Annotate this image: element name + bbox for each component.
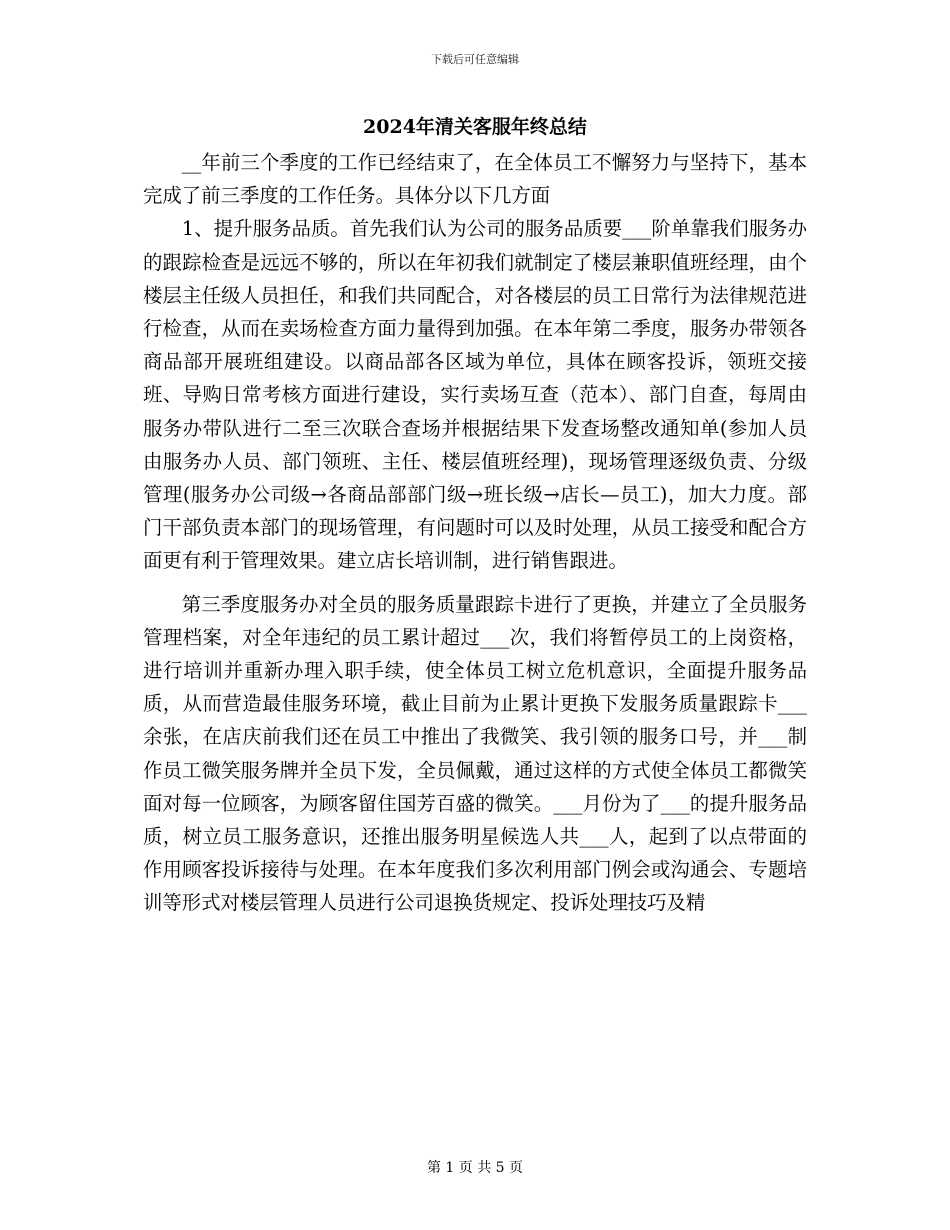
page-header-note: 下载后可任意编辑: [431, 53, 519, 66]
paragraph-intro: __年前三个季度的工作已经结束了，在全体员工不懈努力与坚持下，基本完成了前三季度的工作任务。具体分以下几方面: [143, 151, 807, 208]
document-body: [143, 146, 807, 920]
paragraph-service-quality: 1、提升服务品质。首先我们认为公司的服务品质要___阶单靠我们服务办的跟踪检查是远远不够的，所以在年初我们就制定了楼层兼职值班经理，由个楼层主任级人员担任，和我们共同配合，对各楼层的员工日常行为法律规范进行检查，从而在卖场检查方面力量得到加强。在本年第二季度，服务办带领各商品部开展班组建设。以商品部各区域为单位，具体在顾客投诉，领班交接班、导购日常考核方面进行建设，实行卖场互查（范本）、部门自查，每周由服务办带队进行二至三次联合查场并根据结果下发查场整改通知单(参加人员由服务办人员、部门领班、主任、楼层值班经理)，现场管理逐级负责、分级管理(服务办公司级→各商品部部门级→班长级→店长—员工)，加大力度。部门干部负责本部门的现场管理，有问题时可以及时处理，从员工接受和配合方面更有利于管理效果。建立店长培训制，进行销售跟进。: [143, 217, 807, 573]
page-number-footer: 第 1 页 共 5 页: [426, 1160, 524, 1176]
paragraph-third-quarter: 第三季度服务办对全员的服务质量跟踪卡进行了更换，并建立了全员服务管理档案，对全年违纪的员工累计超过___次，我们将暂停员工的上岗资格，进行培训并重新办理入职手续，使全体员工树立危机意识，全面提升服务品质，从而营造最佳服务环境，截止目前为止累计更换下发服务质量跟踪卡___余张，在店庆前我们还在员工中推出了我微笑、我引领的服务口号，并___制作员工微笑服务牌并全员下发，全员佩戴，通过这样的方式使全体员工都微笑面对每一位顾客，为顾客留住国芳百盛的微笑。___月份为了___的提升服务品质，树立员工服务意识，还推出服务明星候选人共___人，起到了以点带面的作用顾客投诉接待与处理。在本年度我们多次利用部门例会或沟通会、专题培训等形式对楼层管理人员进行公司退换货规定、投诉处理技巧及精: [143, 592, 807, 915]
document-title: 2024年清关客服年终总结: [363, 116, 587, 138]
